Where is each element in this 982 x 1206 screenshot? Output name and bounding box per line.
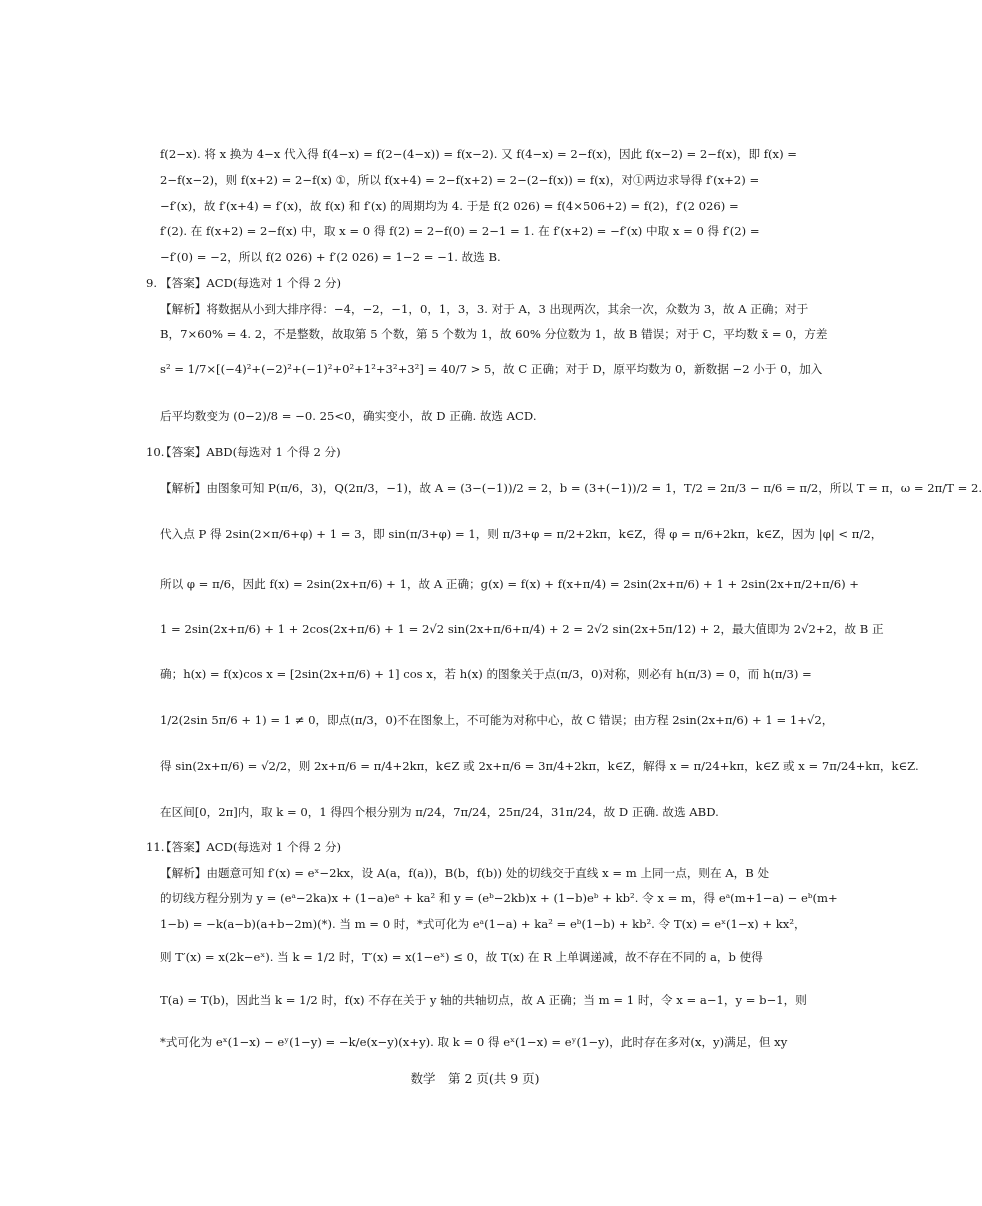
text-line: 1 = 2sin(2x+π/6) + 1 + 2cos(2x+π/6) + 1 = 2√2 sin(2x+π/6+π/4) + 2 = 2√2 sin(2x+5π/12) + 2，最大值即为 2√2+2，故 B 正	[160, 622, 884, 636]
text-line: −f′(x)，故 f′(x+4) = f′(x)，故 f(x) 和 f′(x) 的周期均为 4. 于是 f(2 026) = f(4×506+2) = f(2)，f′(2 026) =	[160, 199, 739, 213]
text-line: 的切线方程分别为 y = (eᵃ−2ka)x + (1−a)eᵃ + ka² 和 y = (eᵇ−2kb)x + (1−b)eᵇ + kb². 令 x = m，得 eᵃ(m+1−a) − eᵇ(m+	[160, 891, 838, 905]
text-line: 【解析】由图象可知 P(π/6，3)，Q(2π/3，−1)，故 A = (3−(−1))/2 = 2，b = (3+(−1))/2 = 1，T/2 = 2π/3 − π/6 = π/2，所以 T = π，ω = 2π/T = 2.	[160, 481, 982, 495]
answer-line: 【答案】ACD(每选对 1 个得 2 分)	[160, 840, 342, 854]
text-line: *式可化为 eˣ(1−x) − eʸ(1−y) = −k/e(x−y)(x+y). 取 k = 0 得 eˣ(1−x) = eʸ(1−y)，此时存在多对(x，y)满足，但 xy	[160, 1035, 788, 1049]
text-line: f(2−x). 将 x 换为 4−x 代入得 f(4−x) = f(2−(4−x)) = f(x−2). 又 f(4−x) = 2−f(x)，因此 f(x−2) = 2−f(x)，即 f(x) =	[160, 147, 798, 161]
text-line: 【解析】将数据从小到大排序得：−4，−2，−1，0，1，3，3. 对于 A，3 出现两次，其余一次，众数为 3，故 A 正确；对于	[160, 302, 809, 316]
answer-line: 【答案】ABD(每选对 1 个得 2 分)	[160, 445, 341, 459]
text-line: 1−b) = −k(a−b)(a+b−2m)(*). 当 m = 0 时，*式可化为 eᵃ(1−a) + ka² = eᵇ(1−b) + kb². 令 T(x) = eˣ(1−x) + kx²，	[160, 917, 806, 931]
page-footer: 数学 第 2 页(共 9 页)	[410, 1071, 540, 1086]
text-line: 所以 φ = π/6，因此 f(x) = 2sin(2x+π/6) + 1，故 A 正确；g(x) = f(x) + f(x+π/4) = 2sin(2x+π/6) + 1 + 2sin(2x+π/2+π/6) +	[160, 577, 860, 591]
text-line: 代入点 P 得 2sin(2×π/6+φ) + 1 = 3，即 sin(π/3+φ) = 1，则 π/3+φ = π/2+2kπ，k∈Z，得 φ = π/6+2kπ，k∈Z，因为 |φ| < π/2，	[160, 527, 883, 541]
answer-line: 【答案】ACD(每选对 1 个得 2 分)	[160, 276, 342, 290]
text-line: 在区间[0，2π]内，取 k = 0，1 得四个根分别为 π/24，7π/24，25π/24，31π/24，故 D 正确. 故选 ABD.	[160, 805, 719, 819]
text-line: 后平均数变为 (0−2)/8 = −0. 25<0，确实变小，故 D 正确. 故选 ACD.	[160, 409, 537, 423]
text-line: f′(2). 在 f(x+2) = 2−f(x) 中，取 x = 0 得 f(2) = 2−f(0) = 2−1 = 1. 在 f′(x+2) = −f′(x) 中取 x = 0 得 f′(2) =	[160, 224, 760, 238]
question-number: 9.	[146, 276, 158, 290]
text-line: 则 T′(x) = x(2k−eˣ). 当 k = 1/2 时，T′(x) = x(1−eˣ) ≤ 0，故 T(x) 在 R 上单调递减，故不存在不同的 a，b 使得	[160, 950, 763, 964]
text-line: 2−f(x−2)，则 f(x+2) = 2−f(x) ①，所以 f(x+4) = 2−f(x+2) = 2−(2−f(x)) = f(x)，对①两边求导得 f′(x+2) =	[160, 173, 760, 187]
text-line: 得 sin(2x+π/6) = √2/2，则 2x+π/6 = π/4+2kπ，k∈Z 或 2x+π/6 = 3π/4+2kπ，k∈Z，解得 x = π/24+kπ，k∈Z 或 x = 7π/24+kπ，k∈Z.	[160, 759, 919, 773]
text-line: 确；h(x) = f(x)cos x = [2sin(2x+π/6) + 1] cos x，若 h(x) 的图象关于点(π/3，0)对称，则必有 h(π/3) = 0，而 h(π/3) =	[160, 667, 812, 681]
text-line: B，7×60% = 4. 2，不是整数，故取第 5 个数，第 5 个数为 1，故 60% 分位数为 1，故 B 错误；对于 C，平均数 x̄ = 0，方差	[160, 327, 828, 341]
text-line: T(a) = T(b)，因此当 k = 1/2 时，f(x) 不存在关于 y 轴的共轴切点，故 A 正确；当 m = 1 时，令 x = a−1，y = b−1，则	[160, 993, 807, 1007]
question-number: 11.	[146, 840, 165, 854]
text-line: s² = 1/7×[(−4)²+(−2)²+(−1)²+0²+1²+3²+3²] = 40/7 > 5，故 C 正确；对于 D，原平均数为 0，新数据 −2 小于 0，加入	[160, 362, 823, 376]
text-line: 1/2(2sin 5π/6 + 1) = 1 ≠ 0，即点(π/3，0)不在图象上，不可能为对称中心，故 C 错误；由方程 2sin(2x+π/6) + 1 = 1+√2，	[160, 713, 834, 727]
question-number: 10.	[146, 445, 165, 459]
text-line: 【解析】由题意可知 f′(x) = eˣ−2kx，设 A(a，f(a))，B(b，f(b)) 处的切线交于直线 x = m 上同一点，则在 A，B 处	[160, 866, 770, 880]
text-line: −f′(0) = −2，所以 f(2 026) + f′(2 026) = 1−2 = −1. 故选 B.	[160, 250, 501, 264]
